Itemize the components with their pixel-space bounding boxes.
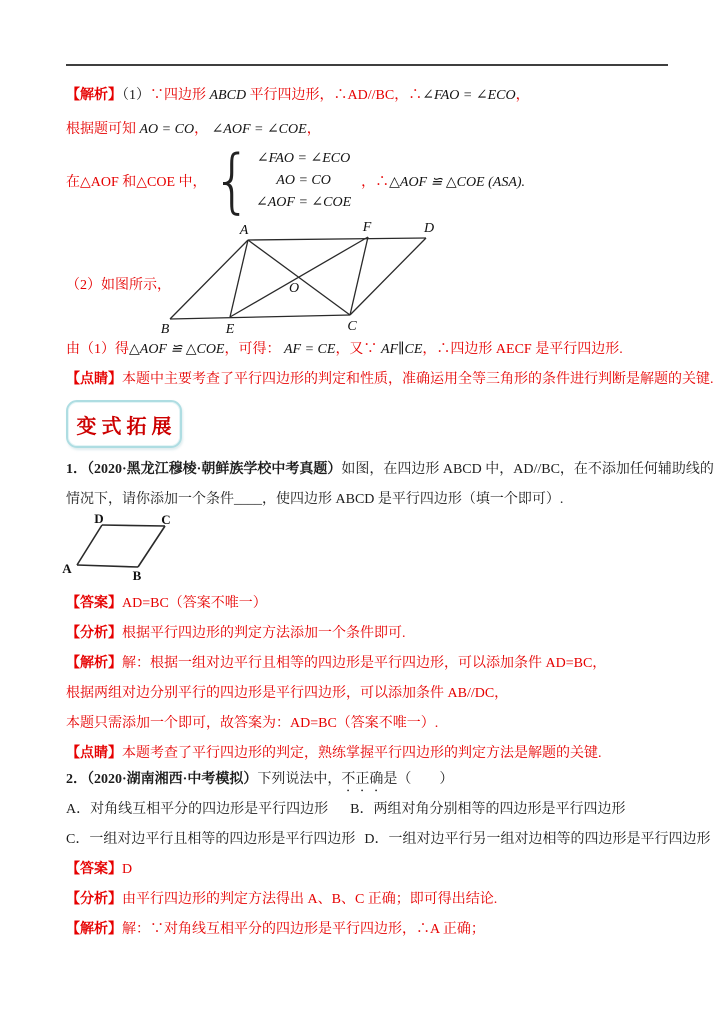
problem1-tip <box>66 744 602 763</box>
problem2-emphasis: 不正确 <box>341 772 384 787</box>
system-intro: 在△AOF 和△COE 中， <box>66 175 207 190</box>
equation-3: ∠AOF = ∠COE <box>256 195 352 210</box>
text-cn: ∵四边形 <box>150 88 210 103</box>
left-brace: { <box>212 139 252 222</box>
system-conclusion <box>361 171 525 191</box>
jiexi-header: 【解析】 <box>66 922 122 937</box>
problem2-line1 <box>66 770 453 795</box>
text-cn: 根据题可知 <box>66 122 140 137</box>
problem1-line2 <box>66 490 563 509</box>
jiexi-header: 【解析】 <box>66 88 122 103</box>
vertex-label-b: B <box>132 568 142 583</box>
dianjing-header: 【点睛】 <box>66 746 122 761</box>
text-cn: ，可得： <box>224 342 284 357</box>
explain-text: 解：根据一组对边平行且相等的四边形是平行四边形，可以添加条件 AD=BC， <box>122 656 607 671</box>
problem2-analysis <box>66 890 497 909</box>
option-b: B．两组对角分别相等的四边形是平行四边形 <box>350 802 626 817</box>
problem1-answer <box>66 594 267 613</box>
answer-text: AD=BC（答案不唯一） <box>122 596 267 611</box>
math-abcd: ABCD <box>209 88 247 103</box>
math-angles: ∠FAO = ∠ECO <box>422 88 516 103</box>
solution1-line3 <box>66 340 623 359</box>
problem2-options-ab <box>66 800 625 819</box>
problem1-analysis <box>66 624 406 643</box>
problem1-explain-1 <box>66 654 606 673</box>
tip-text: 本题中主要考查了平行四边形的判定和性质，准确运用全等三角形的条件进行判断是解题的关键. <box>122 372 714 387</box>
center-label-o: O <box>288 281 300 296</box>
daan-header: 【答案】 <box>66 596 122 611</box>
math-congruent: △AOF ≌ △COE (ASA). <box>389 175 526 190</box>
option-a: A．对角线互相平分的四边形是平行四边形 <box>66 802 329 817</box>
answer-blank: ____ <box>234 492 262 507</box>
explain-text: 解：∵对角线互相平分的四边形是平行四边形，∴A 正确； <box>122 922 485 937</box>
equation-2: AO = CO <box>276 173 331 188</box>
text-cn: ， <box>515 88 530 103</box>
fenxi-header: 【分析】 <box>66 626 122 641</box>
vertex-label-c: C <box>347 319 357 334</box>
vertex-label-a: A <box>239 223 249 238</box>
dianjing-header: 【点睛】 <box>66 372 122 387</box>
answer-text: D <box>122 862 133 877</box>
text-cn: ，∴四边形 AECF 是平行四边形. <box>422 342 623 357</box>
vertex-label-a: A <box>62 561 72 576</box>
jiexi-header: 【解析】 <box>66 656 122 671</box>
problem1-stem: ，使四边形 ABCD 是平行四边形（填一个即可）. <box>262 492 564 507</box>
vertex-label-f: F <box>362 220 372 235</box>
problem2-options-cd <box>66 830 710 849</box>
analysis-text: 由平行四边形的判定方法得出 A、B、C 正确；即可得出结论. <box>122 892 498 907</box>
fenxi-header: 【分析】 <box>66 892 122 907</box>
section-badge <box>66 400 182 448</box>
problem2-stem: 下列说法中， <box>257 772 342 787</box>
text-cn: 由（1）得 <box>66 342 129 357</box>
math-angles: ∠AOF = ∠COE <box>211 122 307 137</box>
equation-1: ∠FAO = ∠ECO <box>256 151 351 166</box>
tip-text: 本题考查了平行四边形的判定，熟练掌握平行四边形的判定方法是解题的关键. <box>122 746 602 761</box>
problem1-line1 <box>66 460 714 479</box>
problem1-explain-2: 根据两组对边分别平行的四边形是平行四边形，可以添加条件 AB//DC， <box>66 686 509 701</box>
parallelogram-figure-2 <box>56 512 182 586</box>
analysis-text: 根据平行四边形的判定方法添加一个条件即可. <box>122 626 406 641</box>
problem2-answer <box>66 860 132 879</box>
solution1-line2 <box>66 120 321 139</box>
problem1-explain-3: 本题只需添加一个即可，故答案为：AD=BC（答案不唯一）. <box>66 716 439 731</box>
vertex-label-e: E <box>225 322 235 337</box>
badge-label: 变式拓展 <box>76 415 177 438</box>
option-c: C．一组对边平行且相等的四边形是平行四边形 <box>66 832 356 847</box>
text-cn: ， <box>194 122 212 137</box>
problem1-stem: 如图，在四边形 ABCD 中，AD//BC，在不添加任何辅助线的 <box>341 462 714 477</box>
text-cn: ，又∵ <box>335 342 381 357</box>
daan-header: 【答案】 <box>66 862 122 877</box>
item-number: （1） <box>122 88 150 103</box>
problem2-source: 2．（2020·湖南湘西·中考模拟） <box>66 772 258 787</box>
problem2-explain <box>66 920 485 939</box>
problem2-stem: 是（ ） <box>383 772 454 787</box>
vertex-label-d: D <box>94 511 104 526</box>
option-d: D．一组对边平行另一组对边相等的四边形是平行四边形 <box>364 832 711 847</box>
math-parallel: AF∥CE <box>380 342 423 357</box>
text-cn: 平行四边形，∴AD//BC，∴ <box>246 88 423 103</box>
text-cn: ， <box>306 122 321 137</box>
text-cn: ，∴ <box>361 175 390 190</box>
vertex-label-d: D <box>423 221 435 236</box>
vertex-label-b: B <box>160 322 170 337</box>
math-congruent: △AOF ≌ △COE <box>129 342 225 357</box>
parallelogram-figure-1 <box>155 218 447 344</box>
math-af-ce: AF = CE <box>283 342 336 357</box>
equation-column <box>256 148 351 214</box>
equation-system <box>66 139 526 222</box>
vertex-label-c: C <box>161 512 171 527</box>
math-ao-co: AO = CO <box>139 122 195 137</box>
solution1-tip <box>66 370 714 389</box>
top-divider <box>66 64 668 66</box>
problem1-stem: 情况下，请你添加一个条件 <box>66 492 234 507</box>
solution1-line1 <box>66 86 530 105</box>
part2-label: （2）如图所示， <box>66 278 171 293</box>
problem1-source: 1．（2020·黑龙江穆棱·朝鲜族学校中考真题） <box>66 462 342 477</box>
